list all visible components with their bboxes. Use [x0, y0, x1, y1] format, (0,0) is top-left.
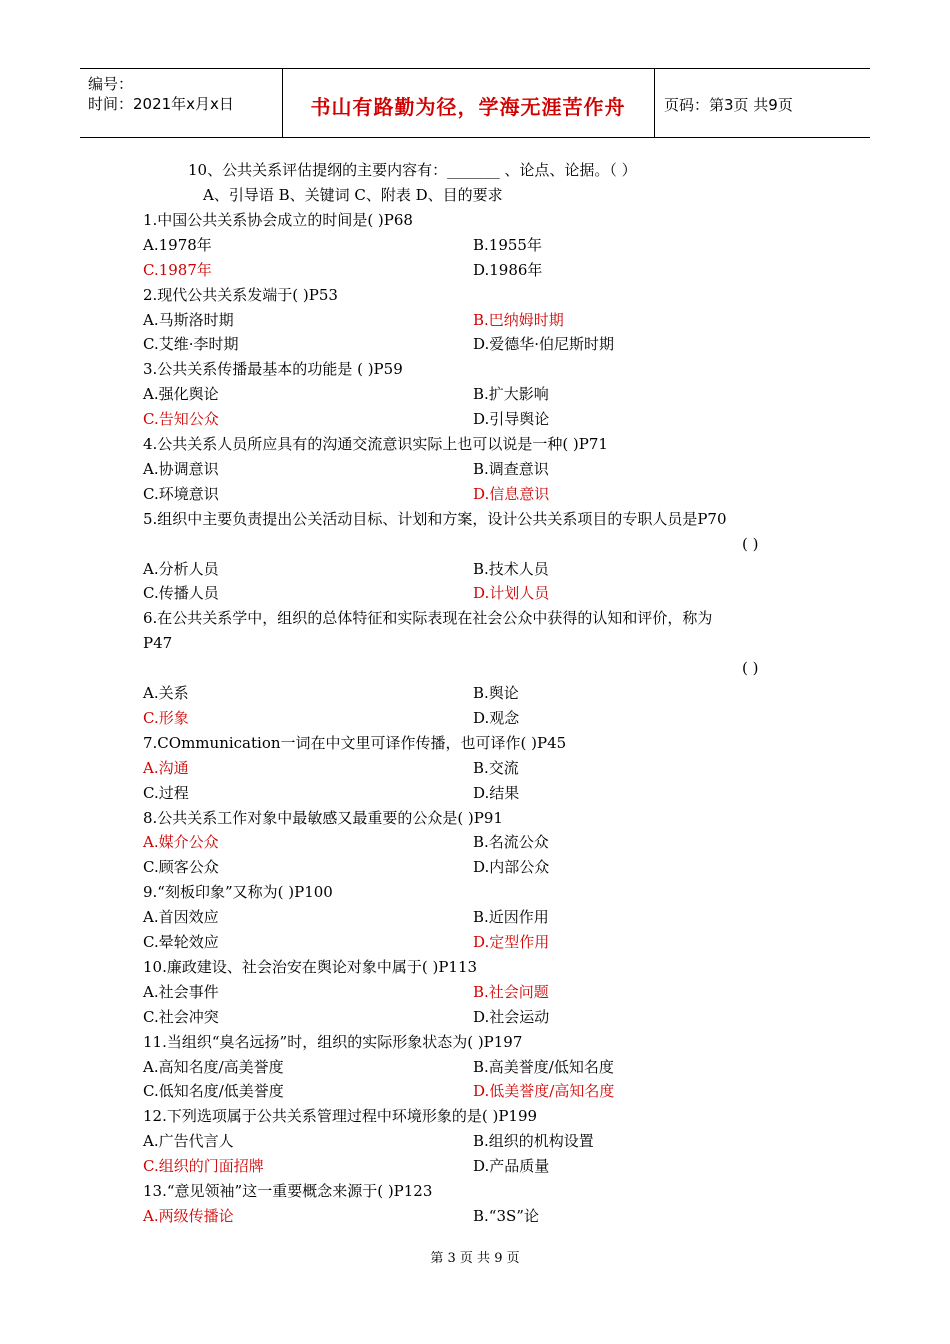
- option: A.马斯洛时期: [143, 311, 234, 329]
- option: A.分析人员: [143, 560, 219, 578]
- question-stem: 7.COmmunication一词在中文里可译作传播，也可译作( )P45: [143, 734, 567, 752]
- option: B.社会问题: [473, 983, 549, 1001]
- option: C.晕轮效应: [143, 933, 219, 951]
- option: B.近因作用: [473, 908, 549, 926]
- option: C.顾客公众: [143, 858, 219, 876]
- page-footer: 第 3 页 共 9 页: [430, 1251, 520, 1266]
- option: D.信息意识: [473, 485, 550, 503]
- page-number-label: 页码：第3页 共9页: [664, 96, 793, 114]
- option: C.艾维·李时期: [143, 335, 239, 353]
- question-stem: 9.“刻板印象”又称为( )P100: [143, 883, 333, 901]
- option: D.定型作用: [473, 933, 550, 951]
- option: D.产品质量: [473, 1157, 550, 1175]
- option: A.两级传播论: [143, 1207, 234, 1225]
- option: B.1955年: [473, 236, 542, 254]
- question-stem: 4.公共关系人员所应具有的沟通交流意识实际上也可以说是一种( )P71: [143, 435, 608, 453]
- option: D.1986年: [473, 261, 543, 279]
- question-stem: 13.“意见领袖”这一重要概念来源于( )P123: [143, 1182, 433, 1200]
- option: D.低美誉度/高知名度: [473, 1082, 615, 1100]
- option: D.引导舆论: [473, 410, 550, 428]
- option: B.扩大影响: [473, 385, 549, 403]
- question-stem: 1.中国公共关系协会成立的时间是( )P68: [143, 211, 413, 229]
- option: B.巴纳姆时期: [473, 311, 564, 329]
- option: A.社会事件: [143, 983, 219, 1001]
- question-stem: 8.公共关系工作对象中最敏感又最重要的公众是( )P91: [143, 809, 503, 827]
- option: D.结果: [473, 784, 520, 802]
- question-stem: 6.在公共关系学中，组织的总体特征和实际表现在社会公众中获得的认知和评价，称为: [143, 609, 713, 627]
- option: D.爱德华·伯尼斯时期: [473, 335, 615, 353]
- option: A.媒介公众: [143, 833, 219, 851]
- motto: 书山有路勤为径，学海无涯苦作舟: [310, 95, 626, 119]
- question-stem-continued: P47: [143, 634, 173, 652]
- option: D.观念: [473, 709, 520, 727]
- option: A.强化舆论: [143, 385, 219, 403]
- option: C.社会冲突: [143, 1008, 219, 1026]
- page-header: [80, 68, 870, 138]
- question-stem: 5.组织中主要负责提出公关活动目标、计划和方案，设计公共关系项目的专职人员是P70: [143, 510, 727, 528]
- option: A.首因效应: [143, 908, 219, 926]
- option: C.形象: [143, 709, 189, 727]
- header-meta-cell: [80, 69, 283, 137]
- header-motto-cell: [282, 69, 655, 137]
- answer-parentheses: ( ): [742, 659, 759, 677]
- question-stem: 2.现代公共关系发端于( )P53: [143, 286, 338, 304]
- time-label: 时间：2021年x月x日: [88, 95, 234, 113]
- option: B.组织的机构设置: [473, 1132, 594, 1150]
- option: B.交流: [473, 759, 519, 777]
- option: A.广告代言人: [143, 1132, 234, 1150]
- header-page-cell: [654, 69, 870, 137]
- option: A.1978年: [143, 236, 212, 254]
- option: B.调查意识: [473, 460, 549, 478]
- option: A.高知名度/高美誉度: [143, 1058, 284, 1076]
- question-stem: 12.下列选项属于公共关系管理过程中环境形象的是( )P199: [143, 1107, 538, 1125]
- question-stem: 10.廉政建设、社会治安在舆论对象中属于( )P113: [143, 958, 478, 976]
- option: D.社会运动: [473, 1008, 550, 1026]
- option: C.过程: [143, 784, 189, 802]
- option: C.传播人员: [143, 584, 219, 602]
- option: D.内部公众: [473, 858, 550, 876]
- option: C.组织的门面招牌: [143, 1157, 264, 1175]
- intro-options: A、引导语 B、关键词 C、附表 D、目的要求: [203, 186, 503, 204]
- option: C.低知名度/低美誉度: [143, 1082, 284, 1100]
- option: A.关系: [143, 684, 189, 702]
- option: B.高美誉度/低知名度: [473, 1058, 614, 1076]
- option: D.计划人员: [473, 584, 550, 602]
- option: B.名流公众: [473, 833, 549, 851]
- option: B.技术人员: [473, 560, 549, 578]
- option: C.环境意识: [143, 485, 219, 503]
- option: B.舆论: [473, 684, 519, 702]
- question-stem: 11.当组织“臭名远扬”时，组织的实际形象状态为( )P197: [143, 1033, 523, 1051]
- question-stem: 3.公共关系传播最基本的功能是 ( )P59: [143, 360, 403, 378]
- answer-parentheses: ( ): [742, 535, 759, 553]
- intro-question: 10、公共关系评估提纲的主要内容有：_______ 、论点、论据。（ ）: [188, 161, 637, 179]
- option: A.沟通: [143, 759, 189, 777]
- option: B.“3S”论: [473, 1207, 539, 1225]
- option: C.告知公众: [143, 410, 219, 428]
- option: A.协调意识: [143, 460, 219, 478]
- option: C.1987年: [143, 261, 212, 279]
- number-label: 编号：: [88, 75, 134, 93]
